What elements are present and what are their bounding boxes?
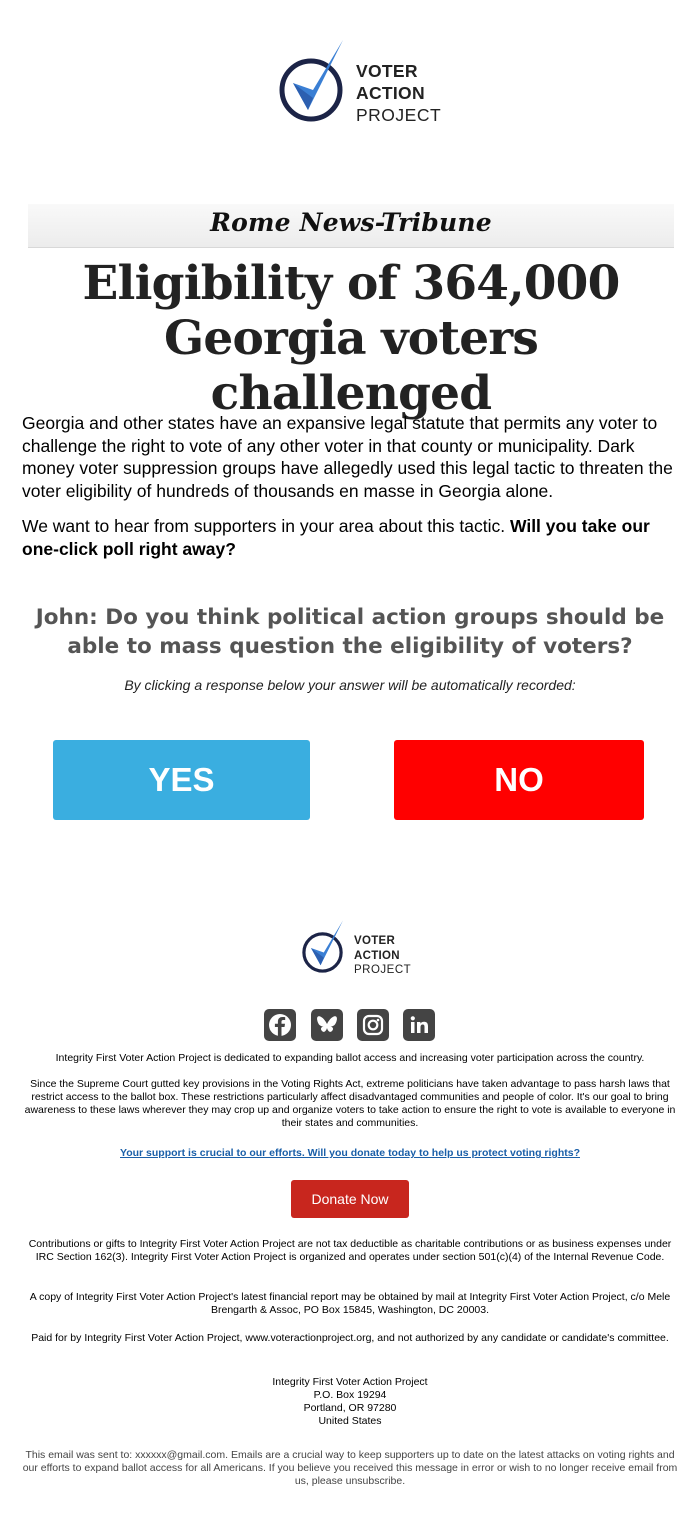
bluesky-icon[interactable] <box>311 1009 343 1041</box>
footer-logo-line-1: VOTER <box>354 935 396 947</box>
mission-statement: Integrity First Voter Action Project is dedicated to expanding ballot access and increasing voter participation across the country. <box>55 1052 645 1064</box>
logo-line-3: PROJECT <box>356 105 442 125</box>
donate-link[interactable]: Your support is crucial to our efforts. Will you donate today to help us protect voting rights? <box>120 1147 580 1159</box>
news-headline <box>28 256 674 421</box>
footer-logo-line-3: PROJECT <box>354 964 412 976</box>
poll-invite-paragraph <box>22 515 682 560</box>
address-org: Integrity First Voter Action Project <box>272 1376 428 1388</box>
donate-button[interactable]: Donate Now <box>291 1180 409 1218</box>
address-city: Portland, OR 97280 <box>303 1402 397 1414</box>
mailing-address <box>22 1376 678 1428</box>
email-disclaimer: This email was sent to: xxxxxx@gmail.com. Emails are a crucial way to keep supporters up to date on the latest attacks on voting rights and our efforts to expand ballot access for all Americans. If you believe you received this message in error or wish to no longer receive email from us, please unsubscribe. <box>22 1449 678 1487</box>
financial-report-note: A copy of Integrity First Voter Action Project's latest financial report may be obtained by mail at Integrity First Voter Action Project, c/o Mele Brengarth & Assoc, PO Box 15845, Washington, DC 20003. <box>29 1291 671 1316</box>
social-links <box>264 1009 436 1043</box>
poll-note: By clicking a response below your answer will be automatically recorded: <box>124 677 576 693</box>
address-country: United States <box>318 1415 382 1427</box>
footer-logo-line-2: ACTION <box>354 949 400 962</box>
footer-paragraph: Since the Supreme Court gutted key provisions in the Voting Rights Act, extreme politicians have taken advantage to pass harsh laws that restrict access to the ballot box. These restrictions particularly affect disadvantaged communities and people of color. It's our goal to bring awareness to these laws wherever they may crop up and organize voters to take action to ensure the right to vote is available to everyone in their states and communities. <box>24 1078 676 1129</box>
news-clipping-image <box>28 200 674 421</box>
no-button[interactable]: NO <box>394 740 644 820</box>
intro-paragraph: Georgia and other states have an expansive legal statute that permits any voter to challenge the right to vote of any other voter in that county or municipality. Dark money voter suppression groups have allegedly used this legal tactic to threaten the voter eligibility of hundreds of thousands en masse in Georgia alone. <box>22 413 673 501</box>
facebook-icon[interactable] <box>264 1009 296 1041</box>
header-logo <box>279 38 442 128</box>
headline-line-1: Eligibility of 364,000 <box>82 256 620 311</box>
checkmark-circle-icon <box>302 918 352 978</box>
linkedin-icon[interactable] <box>403 1009 435 1041</box>
instagram-icon[interactable] <box>357 1009 389 1041</box>
poll-invite-emphasis: Will you take our one-click poll right away? <box>22 516 650 559</box>
logo-line-2: ACTION <box>356 83 425 103</box>
yes-button[interactable]: YES <box>53 740 310 820</box>
checkmark-circle-icon <box>279 38 357 128</box>
tax-disclaimer: Contributions or gifts to Integrity First Voter Action Project are not tax deductible as charitable contributions or as business expenses under IRC Section 162(3). Integrity First Voter Action Project is organized and operates under section 501(c)(4) of the Internal Revenue Code. <box>28 1238 672 1263</box>
logo-line-1: VOTER <box>356 61 418 81</box>
address-box: P.O. Box 19294 <box>313 1389 387 1401</box>
body-copy <box>22 412 682 573</box>
newspaper-masthead: Rome News-Tribune <box>210 208 492 237</box>
logo-text <box>356 60 441 126</box>
headline-line-2: Georgia voters challenged <box>164 311 538 421</box>
paid-for-disclaimer: Paid for by Integrity First Voter Action Project, www.voteractionproject.org, and not authorized by any candidate or candidate's committee. <box>31 1332 669 1344</box>
footer-logo-text <box>354 934 411 978</box>
poll-invite-text: We want to hear from supporters in your area about this tactic. <box>22 516 510 536</box>
footer-logo <box>302 918 412 982</box>
poll-question: John: Do you think political action groups should be able to mass question the eligibility of voters? <box>35 605 665 659</box>
